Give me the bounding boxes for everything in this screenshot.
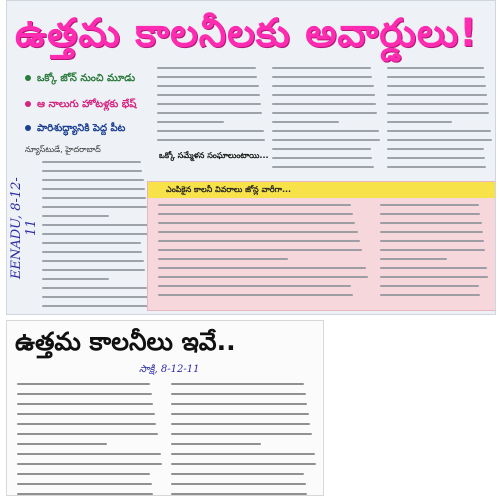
text-line: [157, 67, 256, 69]
text-line: [42, 296, 148, 298]
text-line: [17, 453, 161, 455]
text-line: [157, 76, 257, 78]
text-line: [272, 112, 377, 114]
text-line: [380, 249, 485, 251]
text-line: [387, 157, 485, 159]
text-line: [171, 423, 310, 425]
newspaper-clipping-sakshi: [6, 320, 324, 496]
text-line: [42, 269, 145, 271]
text-line: [158, 267, 366, 269]
text-line: [272, 130, 379, 132]
text-line: [17, 483, 152, 485]
text-line: [157, 139, 265, 141]
handwritten-date-stamp: సాక్షి, 8-12-11: [139, 364, 200, 375]
text-line: [17, 393, 152, 395]
text-line: [157, 130, 264, 132]
text-line: [272, 166, 374, 168]
text-line: [171, 463, 316, 465]
text-line: [17, 473, 150, 475]
bullet-text: ఆ నాలుగు హోటళ్లకు భేష్: [37, 99, 137, 110]
text-line: [380, 231, 483, 233]
text-line: [158, 285, 351, 287]
text-line: [158, 222, 355, 224]
body-text-column: [272, 67, 380, 175]
text-line: [158, 294, 353, 296]
bullet-text: ఒక్కో జోన్ నుంచి మూడు: [37, 73, 136, 84]
text-line: [380, 240, 484, 242]
text-line: [387, 130, 491, 132]
text-line: [272, 148, 371, 150]
text-line: [17, 463, 162, 465]
text-line: [157, 121, 224, 123]
text-line: [158, 258, 288, 260]
text-line: [158, 204, 351, 206]
text-line: [380, 204, 479, 206]
text-line: [42, 305, 149, 307]
box-title: ఎంపికైన కాలనీ వివరాలు జోన్ల వారీగా...: [148, 182, 496, 198]
text-line: [17, 413, 155, 415]
text-line: [171, 473, 304, 475]
text-line: [387, 121, 452, 123]
text-line: [272, 94, 375, 96]
clipping-headline: ఉత్తమ కాలనీలకు అవార్డులు!: [15, 11, 478, 56]
text-line: [158, 276, 368, 278]
text-line: [17, 433, 158, 435]
text-line: [380, 276, 488, 278]
text-line: [387, 103, 488, 105]
text-line: [272, 103, 376, 105]
newspaper-clipping-eenadu: [6, 0, 496, 315]
text-line: [42, 215, 109, 217]
text-line: [387, 76, 485, 78]
text-line: [171, 403, 307, 405]
text-line: [42, 197, 146, 199]
text-line: [42, 179, 144, 181]
text-line: [158, 240, 360, 242]
body-text-column: [157, 67, 265, 148]
text-line: [42, 224, 149, 226]
dateline: న్యూస్‌టుడే, హైదరాబాద్: [25, 145, 101, 154]
text-line: [387, 94, 487, 96]
text-line: [42, 161, 141, 163]
text-line: [158, 249, 362, 251]
text-line: [387, 85, 486, 87]
handwritten-date-stamp: EENADU, 8-12-11: [9, 177, 39, 279]
text-line: [380, 294, 480, 296]
text-line: [171, 383, 304, 385]
text-line: [42, 206, 147, 208]
section-subhead: ఒక్కో సమ్మేళన సంఘాలుంటాయి...: [159, 151, 269, 160]
text-line: [157, 103, 261, 105]
text-line: [171, 443, 261, 445]
text-line: [42, 242, 141, 244]
text-line: [42, 278, 109, 280]
text-line: [380, 267, 487, 269]
text-line: [171, 483, 306, 485]
box-text-column: [380, 204, 488, 303]
text-line: [158, 231, 358, 233]
text-line: [171, 453, 315, 455]
text-line: [158, 213, 353, 215]
text-line: [272, 85, 374, 87]
text-line: [380, 222, 482, 224]
body-text-column: [171, 383, 316, 503]
text-line: [42, 260, 144, 262]
text-line: [171, 413, 309, 415]
text-line: [42, 170, 142, 172]
text-line: [387, 139, 492, 141]
text-line: [171, 433, 312, 435]
text-line: [272, 67, 371, 69]
body-text-column: [17, 383, 162, 503]
bullet-text: పారిశుద్ధ్యానికి పెద్ద పీట: [37, 123, 126, 134]
text-line: [380, 285, 479, 287]
text-line: [272, 157, 372, 159]
text-line: [272, 121, 339, 123]
text-line: [387, 148, 484, 150]
text-line: [380, 258, 447, 260]
text-line: [17, 423, 156, 425]
body-text-column: [387, 67, 492, 175]
body-text-column: [42, 161, 150, 314]
text-line: [272, 76, 372, 78]
text-line: [17, 443, 107, 445]
text-line: [42, 287, 147, 289]
text-line: [42, 233, 150, 235]
bullet-dot-icon: [25, 101, 31, 107]
bullet-item-hotels: [25, 95, 136, 115]
text-line: [380, 213, 480, 215]
text-line: [17, 403, 153, 405]
text-line: [17, 383, 150, 385]
text-line: [387, 112, 489, 114]
text-line: [157, 85, 259, 87]
text-line: [42, 188, 145, 190]
text-line: [157, 112, 262, 114]
bullet-item-sanitation: [25, 119, 125, 139]
bullet-dot-icon: [25, 125, 31, 131]
text-line: [157, 94, 260, 96]
clipping-headline: ఉత్తమ కాలనీలు ఇవే..: [15, 327, 236, 356]
bullet-dot-icon: [25, 75, 31, 81]
text-line: [387, 67, 484, 69]
text-line: [42, 251, 142, 253]
text-line: [272, 139, 380, 141]
bullet-item-zones: [25, 69, 135, 89]
colony-list-box: [147, 181, 496, 311]
text-line: [17, 493, 153, 495]
text-line: [171, 393, 306, 395]
box-text-column: [158, 204, 368, 303]
text-line: [387, 166, 486, 168]
text-line: [171, 493, 307, 495]
